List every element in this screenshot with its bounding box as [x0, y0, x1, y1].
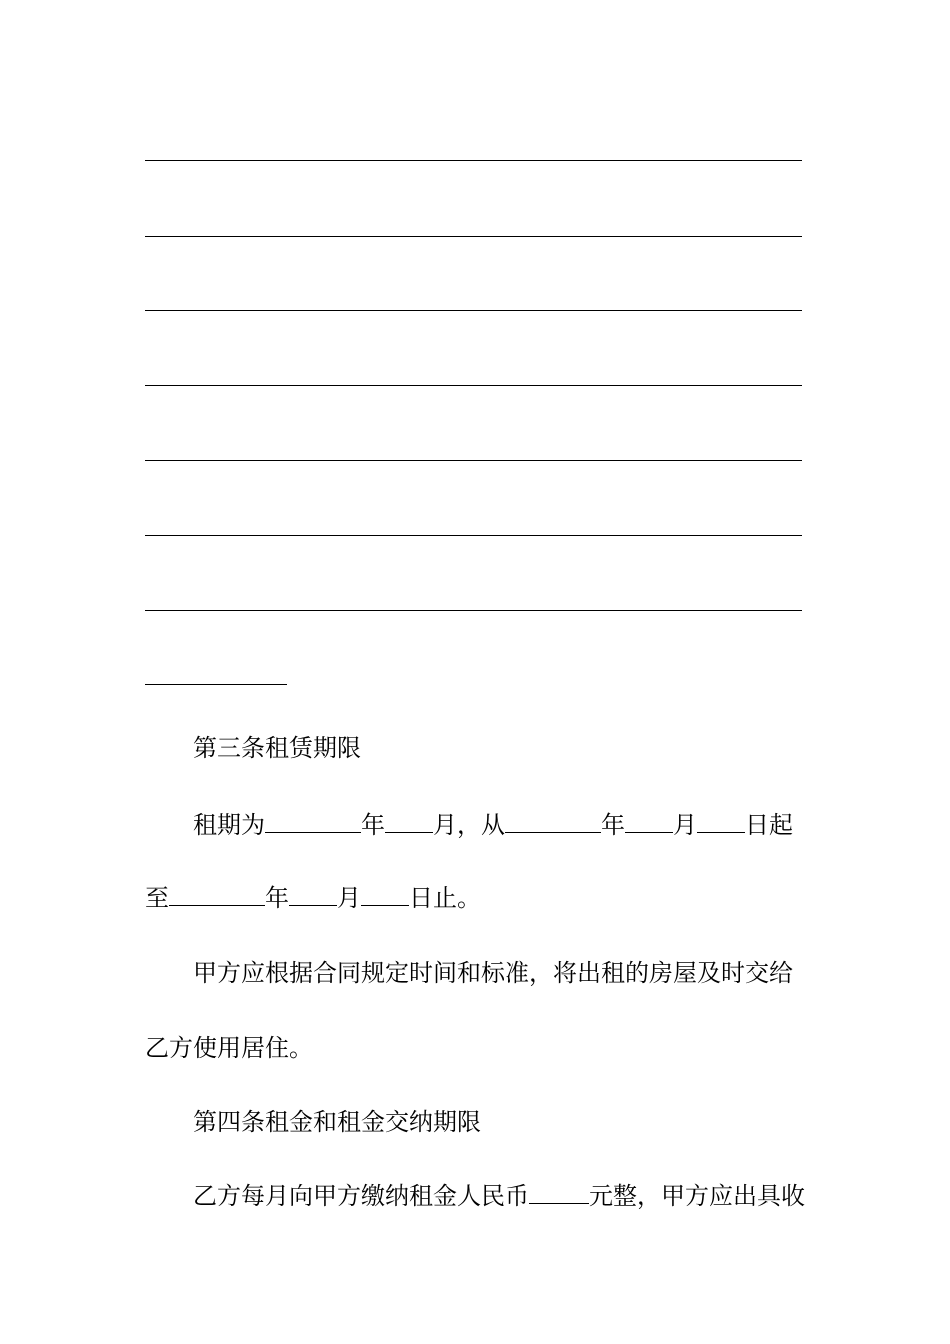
blank-field[interactable] [625, 810, 673, 833]
fill-line [145, 385, 802, 386]
article4-rent-line1 [193, 1181, 853, 1211]
fill-line-end [145, 684, 287, 685]
blank-field[interactable] [361, 883, 409, 906]
text: 乙方每月向甲方缴纳租金人民币 [193, 1182, 529, 1210]
fill-line [145, 460, 802, 461]
text: 年 [361, 811, 385, 839]
text: 月 [673, 811, 697, 839]
text: 日止。 [409, 884, 481, 912]
blank-field[interactable] [385, 810, 433, 833]
article3-heading: 第三条租赁期限 [193, 734, 361, 762]
text: 日起 [745, 811, 793, 839]
article3-delivery-line2: 乙方使用居住。 [145, 1034, 313, 1062]
article3-delivery-line1: 甲方应根据合同规定时间和标准，将出租的房屋及时交给 [193, 959, 793, 987]
fill-line [145, 310, 802, 311]
article4-heading: 第四条租金和租金交纳期限 [193, 1108, 481, 1136]
text: 月 [337, 884, 361, 912]
article3-term-line2 [145, 883, 805, 913]
blank-field[interactable] [289, 883, 337, 906]
blank-field[interactable] [265, 810, 361, 833]
blank-field[interactable] [169, 883, 265, 906]
fill-line [145, 535, 802, 536]
text: 年 [265, 884, 289, 912]
text: 元整，甲方应出具收 [589, 1182, 805, 1210]
blank-field[interactable] [697, 810, 745, 833]
text: 租期为 [193, 811, 265, 839]
text: 年 [601, 811, 625, 839]
article3-term-line1 [193, 810, 853, 840]
blank-field[interactable] [505, 810, 601, 833]
text: 月，从 [433, 811, 505, 839]
fill-line [145, 610, 802, 611]
blank-field[interactable] [529, 1181, 589, 1204]
text: 至 [145, 884, 169, 912]
fill-line [145, 236, 802, 237]
fill-line [145, 160, 802, 161]
